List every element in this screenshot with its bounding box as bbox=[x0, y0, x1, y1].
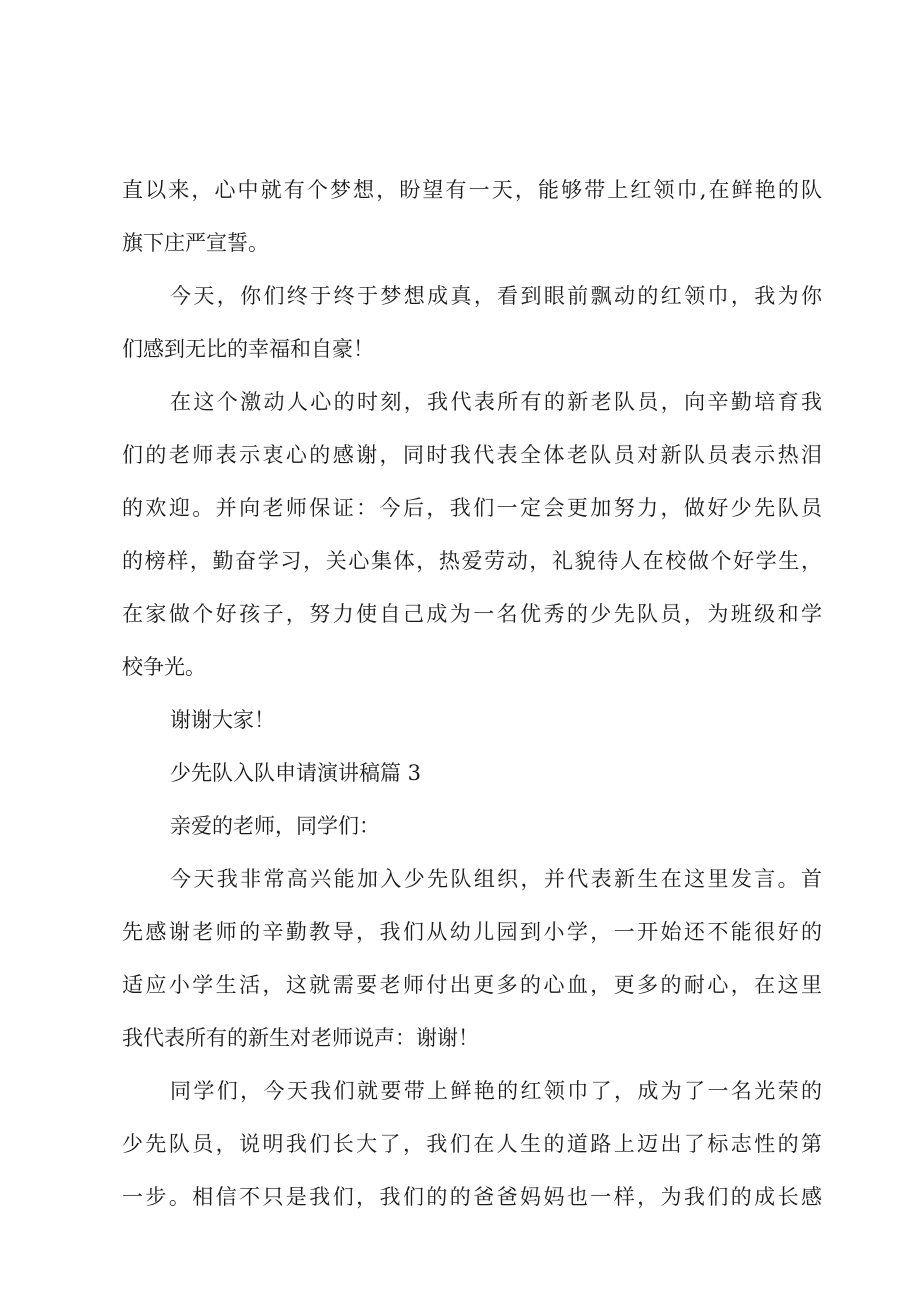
text-line: 先感谢老师的辛勤教导，我们从幼儿园到小学，一开始还不能很好的 bbox=[122, 920, 822, 944]
section-heading: 少先队入队申请演讲稿篇 3 bbox=[170, 761, 422, 785]
paragraph-first-line: 在这个激动人心的时刻，我代表所有的新老队员，向辛勤培育我 bbox=[170, 390, 822, 414]
text-line: 的榜样，勤奋学习，关心集体，热爱劳动，礼貌待人在校做个好学生， bbox=[122, 549, 822, 573]
text-line: 在家做个好孩子，努力使自己成为一名优秀的少先队员，为班级和学 bbox=[122, 602, 822, 626]
text-line: 们感到无比的幸福和自豪！ bbox=[122, 337, 374, 361]
paragraph-first-line: 今天我非常高兴能加入少先队组织，并代表新生在这里发言。首 bbox=[170, 867, 822, 891]
document-body bbox=[122, 164, 822, 1224]
paragraph-first-line: 今天，你们终于终于梦想成真，看到眼前飘动的红领巾，我为你 bbox=[170, 284, 822, 308]
text-line: 少先队员，说明我们长大了，我们在人生的道路上迈出了标志性的第 bbox=[122, 1132, 822, 1156]
text-line: 校争光。 bbox=[122, 655, 206, 679]
text-line: 适应小学生活，这就需要老师付出更多的心血，更多的耐心，在这里 bbox=[122, 973, 822, 997]
text-line: 一步。相信不只是我们，我们的的爸爸妈妈也一样，为我们的成长感 bbox=[122, 1185, 822, 1209]
text-line: 旗下庄严宣誓。 bbox=[122, 231, 269, 255]
closing-thanks: 谢谢大家！ bbox=[170, 708, 275, 732]
paragraph-first-line: 同学们，今天我们就要带上鲜艳的红领巾了，成为了一名光荣的 bbox=[170, 1079, 822, 1103]
text-line: 我代表所有的新生对老师说声：谢谢！ bbox=[122, 1026, 479, 1050]
text-line: 的欢迎。并向老师保证：今后，我们一定会更加努力，做好少先队员 bbox=[122, 496, 822, 520]
text-line: 们的老师表示衷心的感谢，同时我代表全体老队员对新队员表示热泪 bbox=[122, 443, 822, 467]
salutation: 亲爱的老师，同学们： bbox=[170, 814, 380, 838]
text-line: 直以来，心中就有个梦想，盼望有一天，能够带上红领巾,在鲜艳的队 bbox=[122, 178, 822, 202]
